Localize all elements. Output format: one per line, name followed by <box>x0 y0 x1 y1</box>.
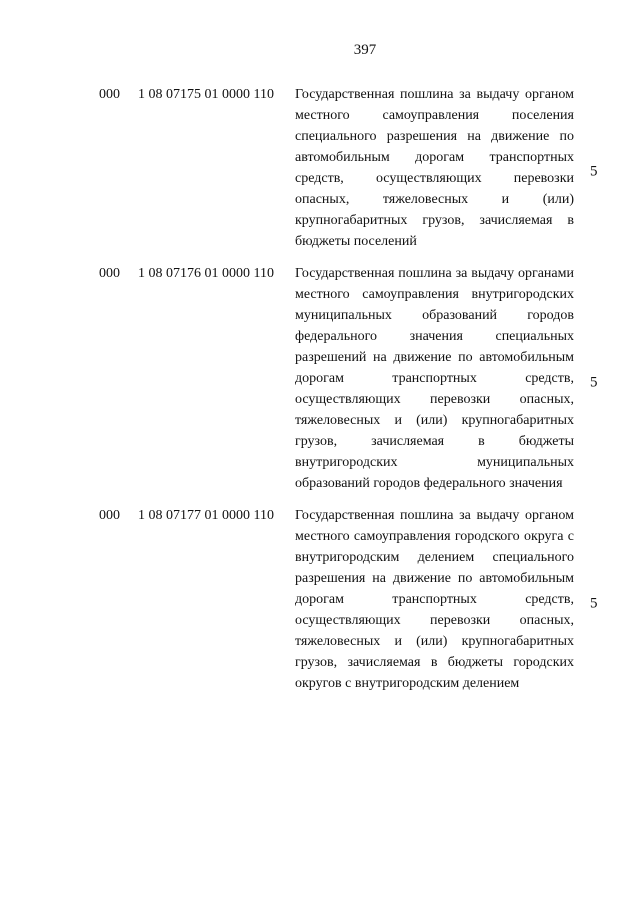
page-number: 397 <box>353 42 377 58</box>
allocation-norm: 5 <box>590 163 598 180</box>
revenue-description: Государственная пошлина за выдачу органом местного самоуправления городского округа с внутригородским делением специального разрешения на движение по автомобильным дорогам транспортных средств, осуществляющих перевозки опасных, тяжеловесных и (или) крупногабаритных грузов, зачисляемая в бюджеты городских округов с внутригородским делением <box>295 508 574 691</box>
table-row <box>0 263 640 494</box>
table-row <box>0 505 640 694</box>
administrator-code: 000 <box>99 266 120 281</box>
budget-classification-code: 1 08 07176 01 0000 110 <box>138 266 274 281</box>
administrator-code: 000 <box>99 508 120 523</box>
table-row <box>0 84 640 252</box>
budget-classification-code: 1 08 07177 01 0000 110 <box>138 508 274 523</box>
administrator-code: 000 <box>99 87 120 102</box>
budget-classification-code: 1 08 07175 01 0000 110 <box>138 87 274 102</box>
revenue-description: Государственная пошлина за выдачу органами местного самоуправления внутригородских муниципальных образований городов федерального значения специальных разрешений на движение по автомобильным дорогам транспортных средств, осуществляющих перевозки опасных, тяжеловесных и (или) крупногабаритных грузов, зачисляемая в бюджеты внутригородских муниципальных образований городов федерального значения <box>295 266 574 491</box>
allocation-norm: 5 <box>590 595 598 611</box>
revenue-description: Государственная пошлина за выдачу органом местного самоуправления поселения специального разрешения на движение по автомобильным дорогам транспортных средств, осуществляющих перевозки опасных, тяжеловесных и (или) крупногабаритных грузов, зачисляемая в бюджеты поселений <box>295 87 574 249</box>
revenue-table <box>0 84 640 705</box>
allocation-norm: 5 <box>590 374 598 390</box>
